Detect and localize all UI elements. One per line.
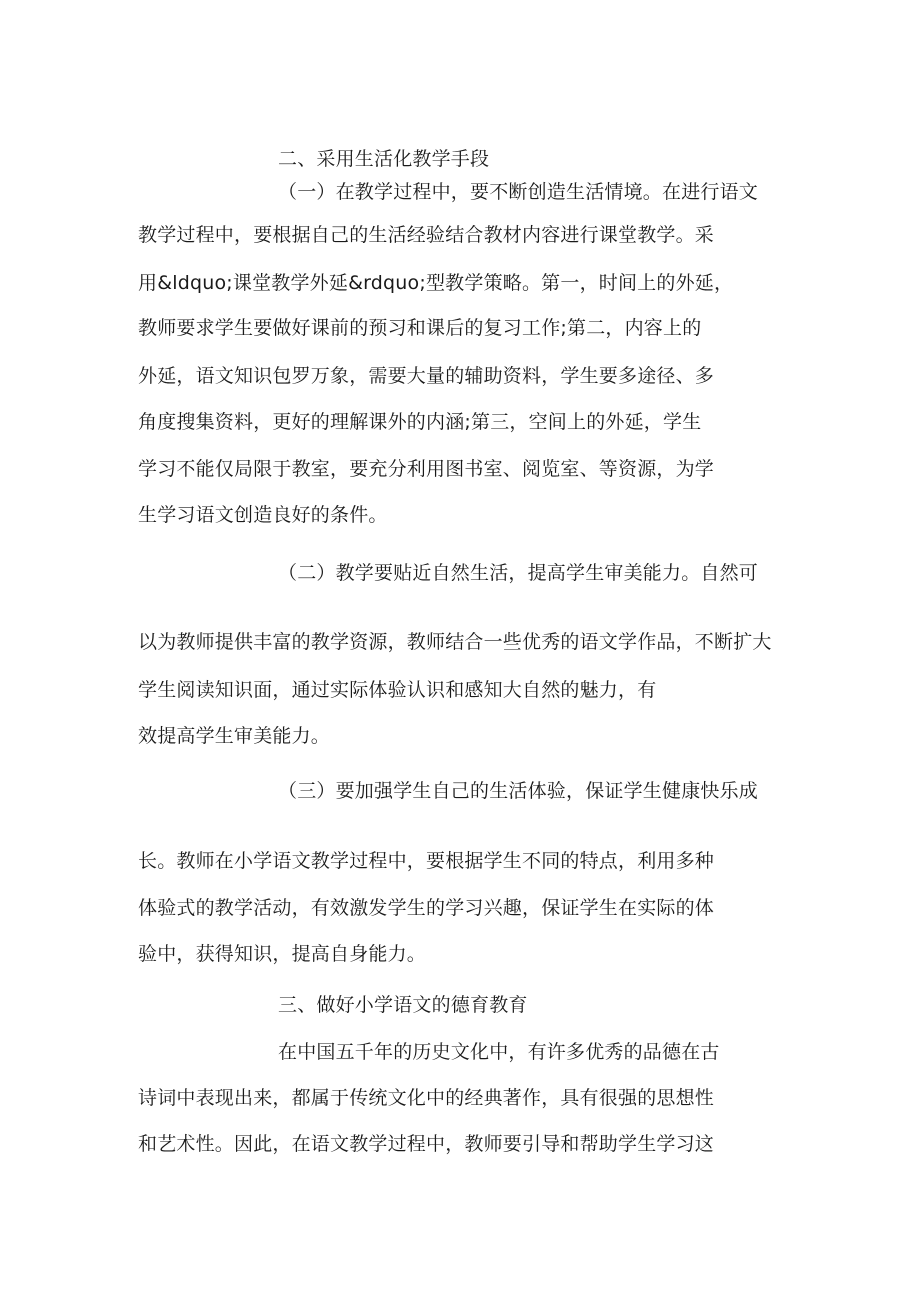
section-heading: 三、做好小学语文的德育教育	[278, 994, 528, 1016]
paragraph-line: 在中国五千年的历史文化中，有许多优秀的品德在古	[278, 1041, 720, 1063]
paragraph-line: 教学过程中，要根据自己的生活经验结合教材内容进行课堂教学。采	[138, 224, 715, 246]
paragraph-line: （二）教学要贴近自然生活，提高学生审美能力。自然可	[278, 562, 759, 584]
paragraph-line: 生学习语文创造良好的条件。	[138, 504, 388, 526]
paragraph-line: 外延，语文知识包罗万象，需要大量的辅助资料，学生要多途径、多	[138, 365, 715, 387]
paragraph-line: 教师要求学生要做好课前的预习和课后的复习工作;第二，内容上的	[138, 317, 702, 339]
paragraph-line: 用&ldquo;课堂教学外延&rdquo;型教学策略。第一，时间上的外延，	[138, 272, 734, 294]
paragraph-line: 和艺术性。因此，在语文教学过程中，教师要引导和帮助学生学习这	[138, 1133, 715, 1155]
paragraph-line: 验中，获得知识，提高自身能力。	[138, 943, 427, 965]
paragraph-line: 体验式的教学活动，有效激发学生的学习兴趣，保证学生在实际的体	[138, 897, 715, 919]
paragraph-line: （三）要加强学生自己的生活体验，保证学生健康快乐成	[278, 780, 759, 802]
paragraph-line: 学习不能仅局限于教室，要充分利用图书室、阅览室、等资源，为学	[138, 458, 715, 480]
paragraph-line: （一）在教学过程中，要不断创造生活情境。在进行语文	[278, 181, 759, 203]
paragraph-line: 诗词中表现出来，都属于传统文化中的经典著作，具有很强的思想性	[138, 1087, 715, 1109]
paragraph-line: 长。教师在小学语文教学过程中，要根据学生不同的特点，利用多种	[138, 850, 715, 872]
paragraph-line: 以为教师提供丰富的教学资源，教师结合一些优秀的语文学作品，不断扩大	[138, 631, 772, 653]
paragraph-line: 角度搜集资料，更好的理解课外的内涵;第三，空间上的外延，学生	[138, 411, 702, 433]
section-heading: 二、采用生活化教学手段	[278, 148, 490, 170]
paragraph-line: 效提高学生审美能力。	[138, 725, 331, 747]
paragraph-line: 学生阅读知识面，通过实际体验认识和感知大自然的魅力，有	[138, 679, 657, 701]
